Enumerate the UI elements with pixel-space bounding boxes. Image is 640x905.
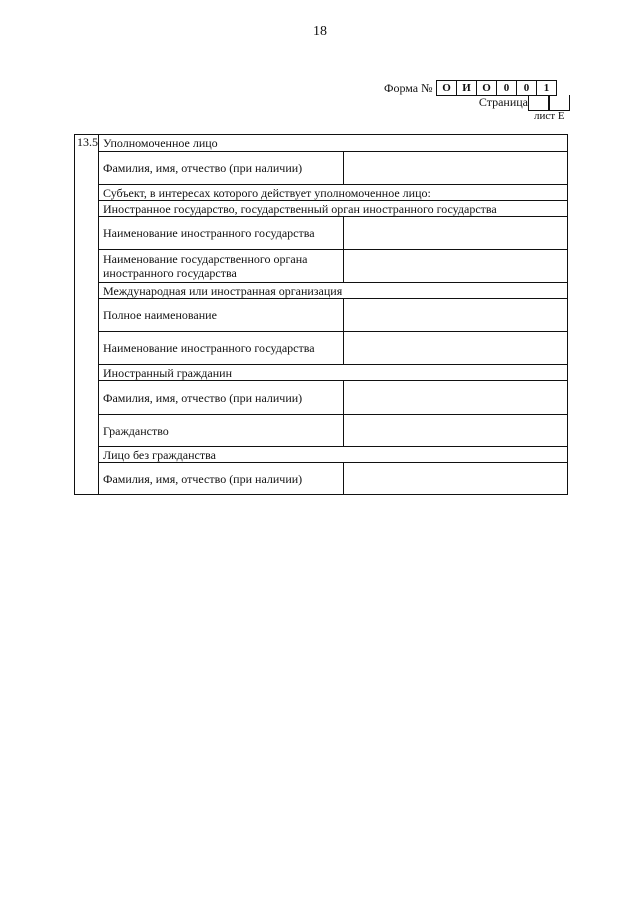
page-number-field[interactable]: [548, 95, 570, 111]
table-row-field: [99, 462, 567, 494]
row-heading: Лицо без гражданства: [103, 448, 216, 462]
field-value-input[interactable]: [344, 332, 567, 364]
field-value-input[interactable]: [344, 217, 567, 249]
table-row-field: [99, 414, 567, 446]
table-row-field: [99, 151, 567, 184]
field-value-input[interactable]: [344, 415, 567, 446]
table-body: [99, 135, 567, 494]
table-row-field: [99, 298, 567, 331]
form-code-cell: И: [456, 81, 476, 95]
table-row-header: [99, 135, 567, 151]
page-label: Страница: [478, 95, 528, 109]
page-number-field[interactable]: [528, 95, 550, 111]
field-value-input[interactable]: [344, 381, 567, 414]
form-label: Форма №: [384, 81, 433, 95]
row-heading: Субъект, в интересах которого действует уполномоченное лицо:: [103, 186, 431, 200]
page-field-row: [384, 95, 570, 110]
form-code: [436, 80, 557, 96]
field-label: Наименование государственного органа иностранного государства: [99, 250, 344, 282]
table-row-field: [99, 249, 567, 282]
row-heading: Иностранный гражданин: [103, 366, 232, 380]
form-code-cell: 0: [516, 81, 536, 95]
field-label: Фамилия, имя, отчество (при наличии): [99, 152, 344, 184]
field-label: Фамилия, имя, отчество (при наличии): [99, 381, 344, 414]
table-row-header: [99, 282, 567, 298]
table-row-field: [99, 331, 567, 364]
field-value-input[interactable]: [344, 152, 567, 184]
form-code-cell: 1: [536, 81, 556, 95]
field-value-input[interactable]: [344, 250, 567, 282]
form-code-cell: О: [476, 81, 496, 95]
field-label: Наименование иностранного государства: [99, 332, 344, 364]
form-code-cell: О: [442, 82, 451, 94]
authorized-person-table: [74, 134, 568, 495]
table-row-header: [99, 184, 567, 200]
form-code-cell: 0: [496, 81, 516, 95]
field-value-input[interactable]: [344, 299, 567, 331]
field-label: Полное наименование: [99, 299, 344, 331]
page-number: 18: [313, 24, 327, 39]
table-row-header: [99, 200, 567, 216]
table-row-field: [99, 380, 567, 414]
field-value-input[interactable]: [344, 463, 567, 494]
row-heading: Иностранное государство, государственный орган иностранного государства: [103, 202, 497, 216]
section-number: 13.5: [75, 135, 99, 494]
row-heading: Уполномоченное лицо: [103, 136, 218, 150]
field-label: Наименование иностранного государства: [99, 217, 344, 249]
field-label: Гражданство: [99, 415, 344, 446]
row-heading: Международная или иностранная организация: [103, 284, 343, 298]
table-row-header: [99, 364, 567, 380]
sheet-label: лист Е: [534, 110, 565, 122]
field-label: Фамилия, имя, отчество (при наличии): [99, 463, 344, 494]
table-row-field: [99, 216, 567, 249]
table-row-header: [99, 446, 567, 462]
